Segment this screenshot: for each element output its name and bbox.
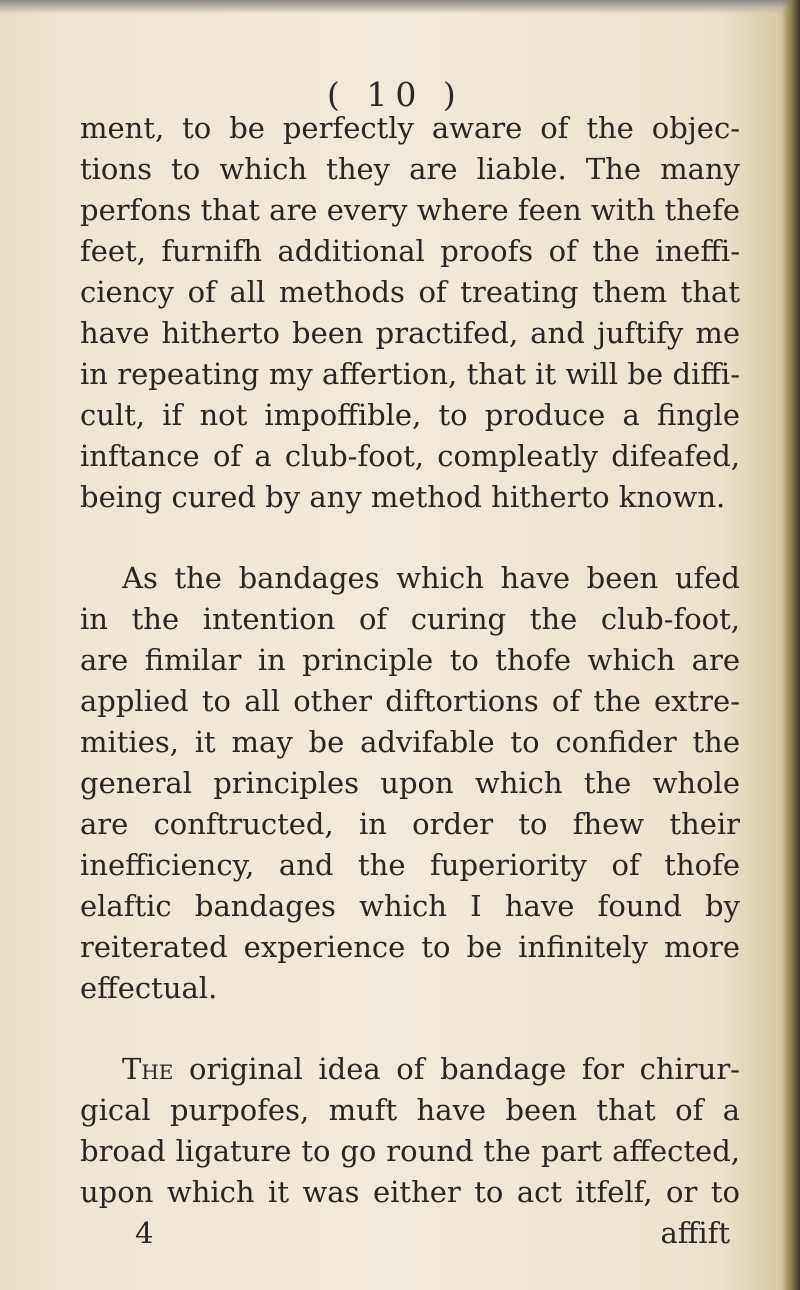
text-line: mities, it may be advifable to confider the (80, 725, 740, 759)
page-text (80, 108, 740, 1254)
signature-mark: 4 (135, 1216, 154, 1250)
text-line: ment, to be perfectly aware of the objec- (80, 111, 740, 145)
text-line: cult, if not impoffible, to produce a fingle (80, 398, 740, 432)
text-line: applied to all other diftortions of the extre- (80, 684, 740, 718)
catchword: affift (660, 1216, 730, 1250)
paragraph-2 (80, 558, 740, 1009)
text-line: broad ligature to go round the part affected, (80, 1134, 740, 1168)
text-line: inftance of a club-foot, compleatly difeafed, (80, 439, 740, 473)
text-line: upon which it was either to act itfelf, or to (80, 1175, 740, 1209)
page-number: ( 10 ) (327, 75, 464, 114)
page-right-edge (782, 0, 800, 1290)
paragraph-1 (80, 108, 740, 518)
paragraph-gap (80, 518, 740, 558)
text-line (80, 1049, 740, 1090)
text-line: perfons that are every where feen with thefe (80, 193, 740, 227)
text-line: have hitherto been practifed, and juftify me (80, 316, 740, 350)
text-line: gical purpofes, muft have been that of a (80, 1093, 740, 1127)
text-line: elaftic bandages which I have found by (80, 889, 740, 923)
text-line: tions to which they are liable. The many (80, 152, 740, 186)
text-line: reiterated experience to be infinitely more (80, 930, 740, 964)
paragraph-3 (80, 1049, 740, 1213)
text-line: effectual. (80, 971, 218, 1005)
text-line: ciency of all methods of treating them that (80, 275, 740, 309)
text-line: in the intention of curing the club-foot, (80, 602, 740, 636)
paragraph-opening-word: The (122, 1052, 174, 1086)
text-line: general principles upon which the whole (80, 766, 740, 800)
text-line: are fimilar in principle to thofe which are (80, 643, 740, 677)
text-line: As the bandages which have been ufed (122, 561, 740, 595)
text-line: in repeating my affertion, that it will be diffi- (80, 357, 740, 391)
page-footer (80, 1213, 740, 1254)
text-line: inefficiency, and the fuperiority of thofe (80, 848, 740, 882)
text-line: feet, furnifh additional proofs of the ineffi- (80, 234, 740, 268)
paragraph-gap (80, 1009, 740, 1049)
text-line: being cured by any method hitherto known. (80, 480, 726, 514)
text-line: are conftructed, in order to fhew their (80, 807, 740, 841)
text-line-rest: original idea of bandage for chirur- (173, 1052, 740, 1086)
page-top-shadow (0, 0, 800, 14)
